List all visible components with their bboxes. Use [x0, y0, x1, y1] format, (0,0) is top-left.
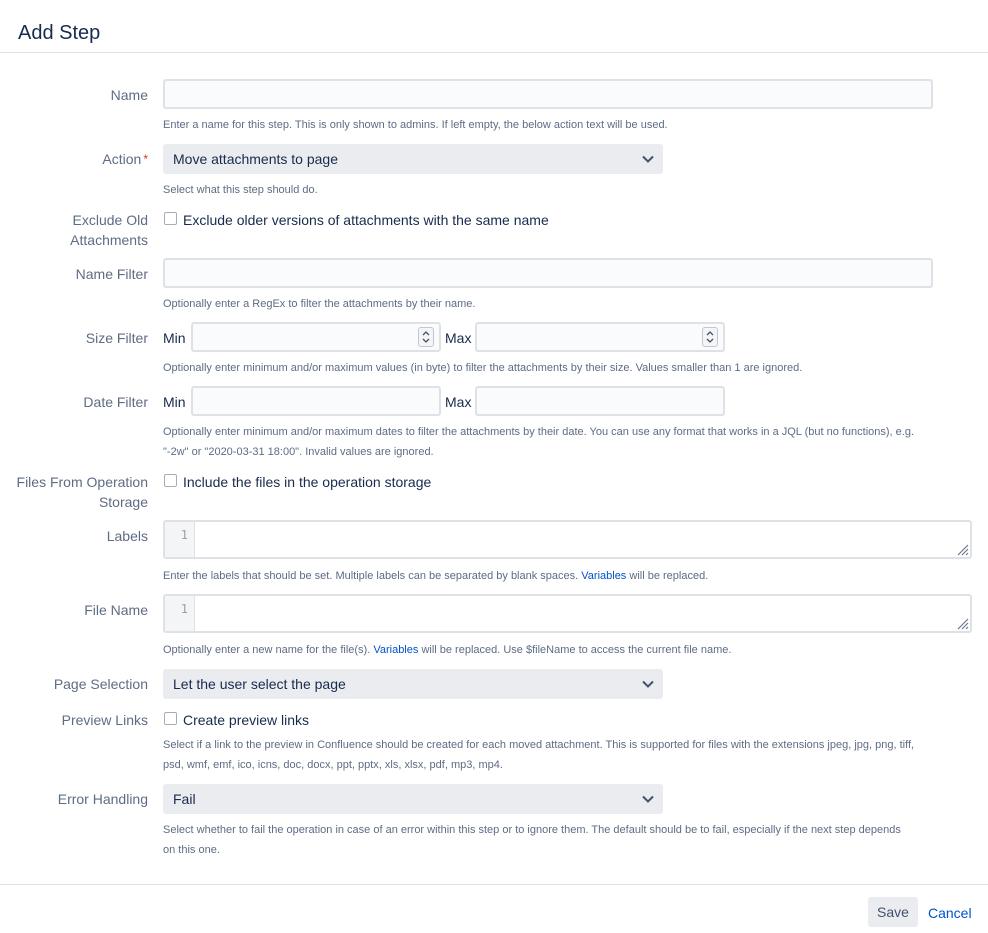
operation-storage-label-line1: Files From Operation [16, 474, 148, 490]
name-filter-help: Optionally enter a RegEx to filter the attachments by their name. [163, 298, 476, 310]
up-down-arrows-icon [703, 328, 717, 346]
labels-help-text: Enter the labels that should be set. Multiple labels can be separated by blank spaces. [163, 570, 579, 582]
operation-storage-label-line2: Storage [98, 494, 148, 510]
chevron-down-icon [641, 792, 655, 806]
labels-help [163, 566, 708, 586]
dialog-title: Add Step [18, 22, 101, 44]
operation-storage-checkbox[interactable] [164, 474, 177, 487]
file-name-help-text-after: will be replaced. Use $fileName to access the current file name. [421, 644, 732, 656]
preview-links-help-line2: psd, wmf, emf, ico, icns, doc, docx, ppt, pptx, xls, xlsx, pdf, mp3, mp4. [163, 759, 503, 771]
date-max-input[interactable] [475, 386, 725, 416]
error-handling-label: Error Handling [57, 791, 148, 807]
size-min-spinner[interactable] [418, 327, 434, 347]
name-filter-input[interactable] [163, 258, 933, 288]
size-min-label: Min [163, 330, 186, 346]
name-filter-label: Name Filter [75, 266, 148, 282]
date-min-label: Min [163, 394, 186, 410]
page-selection-selected-value: Let the user select the page [173, 676, 346, 692]
page-selection-label: Page Selection [53, 676, 148, 692]
file-name-label: File Name [84, 602, 148, 618]
action-select[interactable] [163, 144, 663, 174]
file-name-help-text: Optionally enter a new name for the file(s). [163, 644, 371, 656]
size-max-input[interactable] [475, 322, 725, 352]
operation-storage-checkbox-label[interactable]: Include the files in the operation storage [183, 474, 432, 490]
resize-grip-icon[interactable] [955, 542, 969, 556]
date-filter-help-line1: Optionally enter minimum and/or maximum dates to filter the attachments by their date. You can use any format that works in a JQL (but no functions), e.g. [163, 426, 915, 438]
size-max-label: Max [445, 330, 472, 346]
file-name-variables-link[interactable]: Variables [373, 644, 419, 656]
cancel-link[interactable]: Cancel [928, 905, 972, 921]
preview-links-checkbox[interactable] [164, 712, 177, 725]
page-selection-select[interactable] [163, 669, 663, 699]
exclude-old-label-line2: Attachments [70, 232, 148, 248]
preview-links-label: Preview Links [61, 712, 148, 728]
required-mark: * [143, 152, 148, 166]
file-name-help [163, 640, 731, 660]
size-max-spinner[interactable] [702, 327, 718, 347]
file-name-line-number: 1 [165, 596, 195, 631]
size-filter-label: Size Filter [85, 330, 148, 346]
size-filter-help: Optionally enter minimum and/or maximum values (in byte) to filter the attachments by their size. Values smaller than 1 are ignored. [163, 362, 803, 374]
size-min-input[interactable] [191, 322, 441, 352]
exclude-old-label [70, 210, 148, 250]
error-handling-select[interactable] [163, 784, 663, 814]
action-help: Select what this step should do. [163, 184, 318, 196]
header-divider [0, 52, 988, 53]
action-selected-value: Move attachments to page [173, 151, 338, 167]
labels-line-number: 1 [165, 522, 195, 557]
up-down-arrows-icon [419, 328, 433, 346]
name-help: Enter a name for this step. This is only shown to admins. If left empty, the below action text will be used. [163, 119, 668, 131]
labels-label: Labels [106, 528, 148, 544]
error-handling-selected-value: Fail [173, 791, 196, 807]
error-handling-help-line1: Select whether to fail the operation in case of an error within this step or to ignore them. The default should be to fail, especially if the next step depends [163, 824, 901, 836]
footer-divider [0, 884, 988, 885]
preview-links-checkbox-label[interactable]: Create preview links [183, 712, 310, 728]
file-name-editor[interactable] [163, 594, 972, 633]
error-handling-help-line2: on this one. [163, 844, 220, 856]
date-filter-help-line2: "-2w" or "2020-03-31 18:00". Invalid values are ignored. [163, 446, 434, 458]
operation-storage-label [17, 472, 148, 512]
date-min-input[interactable] [191, 386, 441, 416]
action-label-wrap [102, 149, 148, 169]
exclude-old-checkbox[interactable] [164, 212, 177, 225]
exclude-old-checkbox-label[interactable]: Exclude older versions of attachments with the same name [183, 212, 549, 228]
exclude-old-label-line1: Exclude Old [72, 212, 148, 228]
save-button[interactable]: Save [868, 897, 918, 927]
name-label: Name [110, 87, 148, 103]
date-filter-label: Date Filter [83, 394, 148, 410]
labels-variables-link[interactable]: Variables [581, 570, 627, 582]
labels-editor[interactable] [163, 520, 972, 559]
chevron-down-icon [641, 152, 655, 166]
date-max-label: Max [445, 394, 472, 410]
name-input[interactable] [163, 79, 933, 109]
action-label: Action [102, 151, 142, 167]
preview-links-help-line1: Select if a link to the preview in Confluence should be created for each moved attachment. This is supported for files with the extensions jpeg, jpg, png, tiff, [163, 739, 915, 751]
labels-help-text-after: will be replaced. [629, 570, 709, 582]
chevron-down-icon [641, 677, 655, 691]
resize-grip-icon[interactable] [955, 616, 969, 630]
